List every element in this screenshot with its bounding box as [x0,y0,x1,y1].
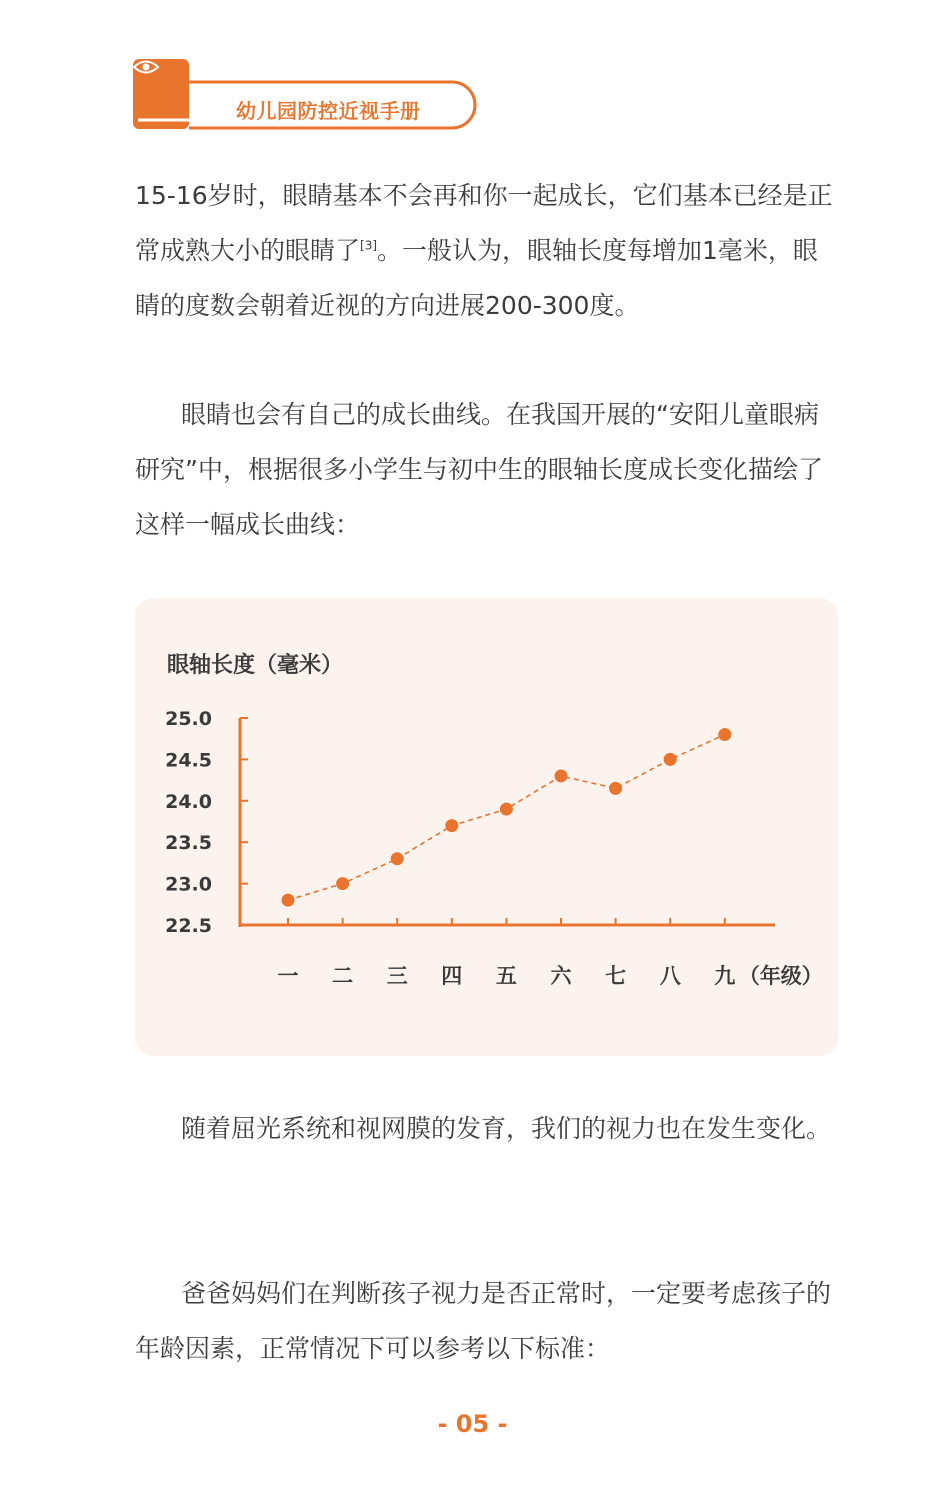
x-axis-label: （年级） [738,964,823,988]
x-tick-label: 六 [550,964,572,988]
data-point [555,769,568,782]
data-point [718,728,731,741]
paragraph-4-text: 爸爸妈妈们在判断孩子视力是否正常时，一定要考虑孩子的年龄因素，正常情况下可以参考以下标准： [135,1279,832,1363]
y-tick-label: 25.0 [165,708,212,730]
paragraph-1-text-b: 。一般认为，眼轴长度每增加1毫米，眼睛的度数会朝着近视的方向进展200-300度。 [135,236,818,320]
paragraph-1 [135,168,840,333]
x-tick-label: 八 [659,964,681,988]
data-point [445,819,458,832]
axial-length-chart [135,598,838,1056]
header-badge [132,58,492,134]
y-tick-label: 24.0 [165,790,212,813]
x-tick-label: 三 [386,964,408,988]
data-point [609,782,622,795]
data-point [664,753,677,766]
x-tick-label: 七 [605,964,627,988]
paragraph-1-text-a: 15-16岁时，眼睛基本不会再和你一起成长，它们基本已经是正常成熟大小的眼睛了 [135,181,833,265]
citation-ref: [3] [360,238,378,253]
data-point [500,803,513,816]
page-number: - 05 - [437,1410,508,1438]
paragraph-2 [135,387,840,552]
paragraph-2-text: 眼睛也会有自己的成长曲线。在我国开展的“安阳儿童眼病研究”中，根据很多小学生与初中生的眼轴长度成长变化描绘了这样一幅成长曲线： [135,400,823,539]
eye-icon [132,58,160,76]
x-tick-label: 四 [441,964,463,988]
y-tick-label: 23.0 [165,873,212,896]
chart-title: 眼轴长度（毫米） [167,653,344,678]
data-point [336,877,349,890]
y-tick-label: 22.5 [165,915,212,937]
data-point [282,894,295,907]
x-tick-label: 二 [332,964,354,988]
y-tick-label: 23.5 [165,832,212,855]
data-point [391,852,404,865]
header-title: 幼儿园防控近视手册 [236,99,421,123]
chart-card [135,598,838,1056]
series-line [288,735,725,901]
x-tick-label: 五 [495,964,517,988]
paragraph-4 [135,1266,840,1376]
y-tick-label: 24.5 [165,749,212,772]
x-tick-label: 一 [277,964,299,988]
paragraph-3-text: 随着屈光系统和视网膜的发育，我们的视力也在发生变化。 [181,1114,832,1143]
paragraph-3 [135,1101,840,1156]
x-tick-label: 九 [714,964,736,988]
